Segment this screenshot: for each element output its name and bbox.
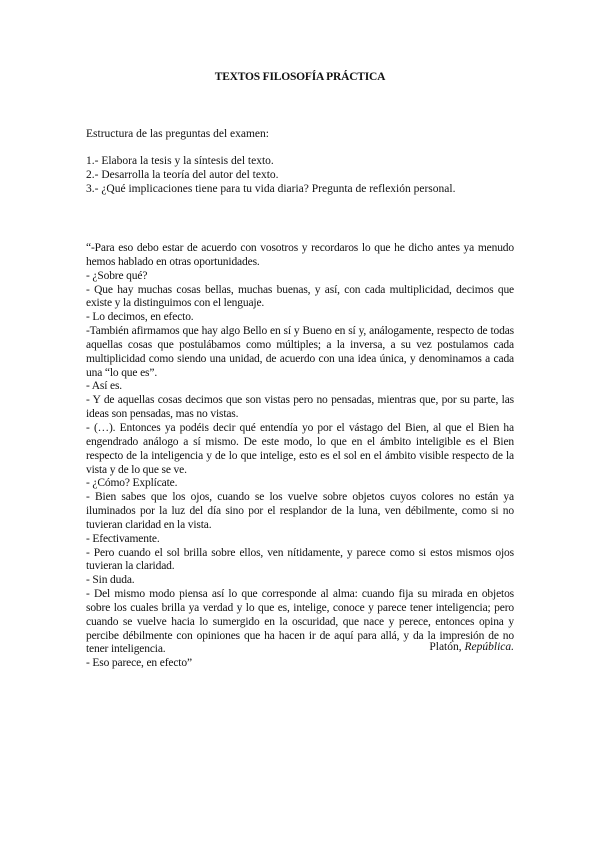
- attribution-author: Platón,: [429, 641, 465, 653]
- text-paragraph: - Eso parece, en efecto”: [86, 657, 192, 670]
- text-paragraph: -También afirmamos que hay algo Bello en sí y Bueno en sí y, análogamente, respecto de todas aquellas cosas que postulábamos como múltiples; a la inversa, a su vez postulamos cada multiplicidad como siendo una unidad, de acuerdo con una idea única, y denominamos a cada una “lo que es”.: [86, 325, 514, 379]
- question-list: [86, 155, 514, 196]
- text-paragraph: - ¿Sobre qué?: [86, 269, 148, 282]
- text-paragraph: - Y de aquellas cosas decimos que son vistas pero no pensadas, mientras que, por su parte, las ideas son pensadas, mas no vistas.: [86, 394, 514, 421]
- text-paragraph: - Del mismo modo piensa así lo que corresponde al alma: cuando fija su mirada en objetos sobre los cuales brilla ya verdad y lo que es, intelige, conoce y parece tener inteligencia; pero cuando se vuelve hacia lo sumergido en la oscuridad, que nace y perece, entonces opina y percibe débilmente con opiniones que ha hacen ir de aquí para allá, y da la impresión de no tener inteligencia.: [86, 588, 514, 656]
- attribution-work: República.: [464, 641, 514, 653]
- text-paragraph: - Efectivamente.: [86, 532, 160, 545]
- text-paragraph: - Lo decimos, en efecto.: [86, 311, 194, 324]
- question-item: 3.- ¿Qué implicaciones tiene para tu vida diaria? Pregunta de reflexión personal.: [86, 182, 456, 195]
- text-paragraph: - Pero cuando el sol brilla sobre ellos, ven nítidamente, y parece como si estos mismos ojos tuvieran la claridad.: [86, 546, 514, 573]
- text-paragraph: - Bien sabes que los ojos, cuando se los vuelve sobre objetos cuyos colores no están ya iluminados por la luz del día sino por el resplandor de la luna, ven débilmente, como si no tuvieran claridad en la vista.: [86, 491, 514, 531]
- document-title: TEXTOS FILOSOFÍA PRÁCTICA: [214, 71, 386, 83]
- text-paragraph: - Sin duda.: [86, 574, 135, 587]
- text-paragraph: - Que hay muchas cosas bellas, muchas buenas, y así, con cada multiplicidad, decimos que existe y la distinguimos con el lenguaje.: [86, 283, 514, 310]
- text-paragraph: - (…). Entonces ya podéis decir qué entendía yo por el vástago del Bien, al que el Bien ha engendrado análogo a sí mismo. De este modo, lo que en el ámbito inteligible es el Bien respecto de la inteligencia y de lo que intelige, esto es el sol en el ámbito visible respecto de la vista y de lo que se ve.: [86, 421, 514, 476]
- exam-structure-intro: Estructura de las preguntas del examen:: [86, 128, 269, 140]
- text-paragraph: - ¿Cómo? Explícate.: [86, 477, 178, 490]
- question-item: 2.- Desarrolla la teoría del autor del texto.: [86, 168, 279, 181]
- quoted-text: [86, 242, 514, 671]
- text-paragraph: - Así es.: [86, 380, 123, 393]
- text-paragraph: “-Para eso debo estar de acuerdo con vosotros y recordaros lo que he dicho antes ya menudo hemos hablado en otras oportunidades.: [86, 242, 514, 268]
- attribution: [429, 641, 514, 653]
- question-item: 1.- Elabora la tesis y la síntesis del texto.: [86, 155, 274, 167]
